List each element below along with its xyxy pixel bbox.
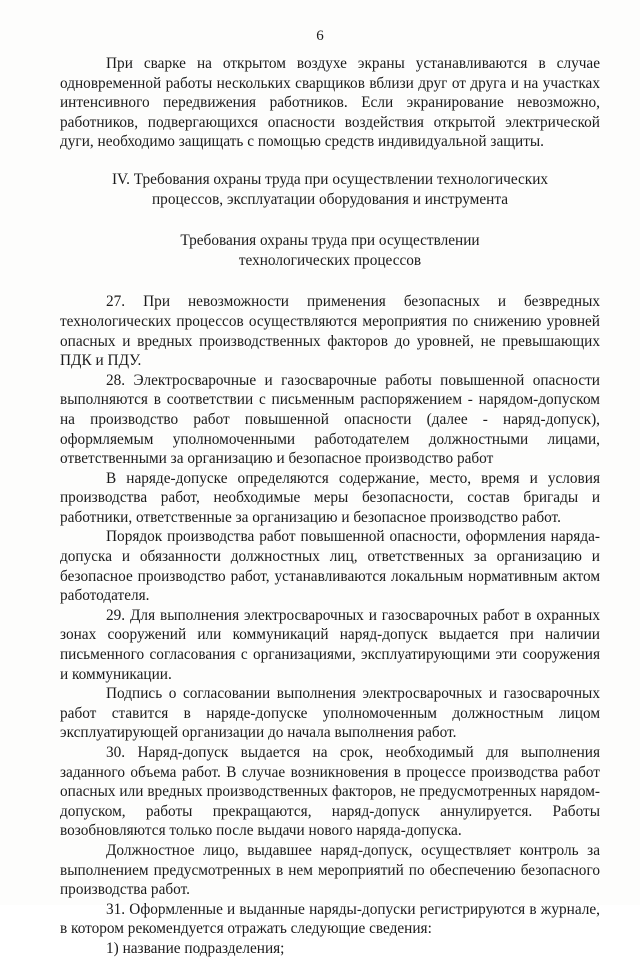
paragraph-permit-procedure: Порядок производства работ повышенной опасности, оформления наряда-допуска и обязанности должностных лиц, ответственных за организацию и безопасное производство работ, устанавливаются локальным нормативным актом работодателя. (60, 528, 600, 605)
paragraph-27: 27. При невозможности применения безопасных и безвредных технологических процессов осуществляются мероприятия по снижению уровней опасных и вредных производственных факторов до уровней, не превышающих ПДК и ПДУ. (60, 293, 600, 370)
paragraph-approval-signature: Подпись о согласовании выполнения электросварочных и газосварочных работ ставится в наряде-допуске уполномоченным должностным лицом эксплуатирующей организации до начала выполнения работ. (60, 685, 600, 742)
paragraph-30: 30. Наряд-допуск выдается на срок, необходимый для выполнения заданного объема работ. В случае возникновения в процессе производства работ опасных или вредных производственных факторов, не предусмотренных нарядом-допуском, работы прекращаются, наряд-допуск аннулируется. Работы возобновляются только после выдачи нового наряда-допуска. (60, 744, 600, 840)
paragraph-28: 28. Электросварочные и газосварочные работы повышенной опасности выполняются в соответствии с письменным распоряжением - нарядом-допуском на производство работ повышенной опасности (далее - наряд-допуск), оформляемым уполномоченными работодателем должностными лицами, ответственными за организацию и безопасное производство работ (60, 371, 600, 468)
page-number: 6 (316, 28, 324, 44)
section-heading-line-2: процессов, эксплуатации оборудования и инструмента (152, 190, 508, 208)
paragraph-31: 31. Оформленные и выданные наряды-допуски регистрируются в журнале, в котором рекомендуется отражать следующие сведения: (60, 900, 600, 938)
paragraph-permit-content: В наряде-допуске определяются содержание, место, время и условия производства работ, необходимые меры безопасности, состав бригады и работники, ответственные за организацию и безопасное производство работ. (60, 469, 600, 526)
subsection-heading-line-2: технологических процессов (238, 251, 422, 269)
paragraph-control: Должностное лицо, выдавшее наряд-допуск, осуществляет контроль за выполнением предусмотренных в нем мероприятий по обеспечению безопасного производства работ. (60, 841, 600, 899)
paragraph-29: 29. Для выполнения электросварочных и газосварочных работ в охранных зонах сооружений или коммуникаций наряд-допуск выдается при наличии письменного согласования с организациями, эксплуатирующими эти сооружения и коммуникации. (60, 606, 600, 683)
list-item-1: 1) название подразделения; (106, 939, 285, 957)
section-heading-line-1: IV. Требования охраны труда при осуществлении технологических (111, 170, 549, 188)
intro-paragraph: При сварке на открытом воздухе экраны устанавливаются в случае одновременной работы нескольких сварщиков вблизи друг от друга и на участках интенсивного передвижения работников. Если экранирование невозможно, работников, подвергающихся опасности воздействия открытой электрической дуги, необходимо защищать с помощью средств индивидуальной защиты. (60, 55, 600, 151)
subsection-heading-line-1: Требования охраны труда при осуществлении (180, 232, 480, 250)
document-body (60, 54, 600, 959)
